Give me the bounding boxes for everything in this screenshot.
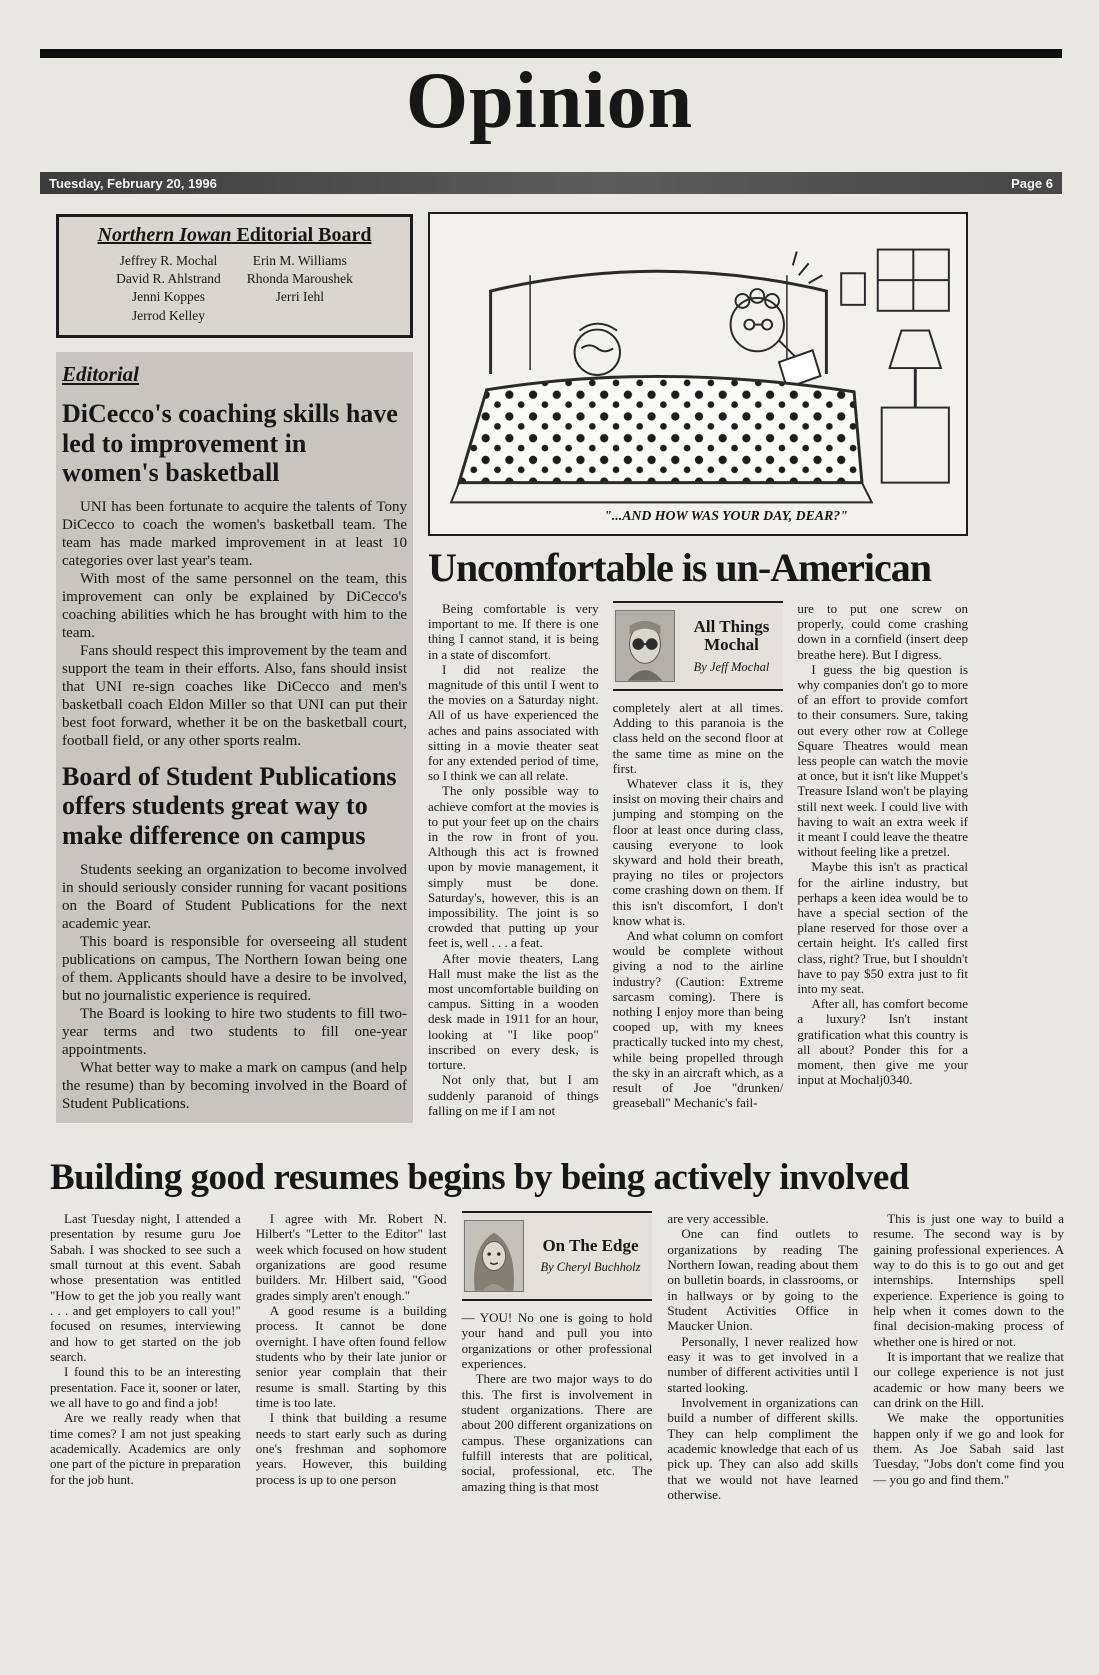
board-member: David R. Ahlstrand bbox=[116, 271, 221, 287]
column-byline: By Jeff Mochal bbox=[693, 659, 770, 674]
article-paragraph: After movie theaters, Lang Hall must make the list as the most uncomfortable building on campus. Sitting in a wooden desk made in 1911 for an hour, looking at "I like poop" inscribed on every desk, is torture. bbox=[428, 950, 599, 1073]
article-paragraph: It is important that we realize that our college experience is not just academic or how many beers we can drink on the Hill. bbox=[873, 1348, 1064, 1410]
editorial-paragraph: UNI has been fortunate to acquire the talents of Tony DiCecco to coach the women's basketball team. The team has made marked improvement in at least 10 categories over last year's team. bbox=[62, 498, 407, 569]
resume-article bbox=[50, 1156, 1064, 1502]
article-paragraph: I agree with Mr. Robert N. Hilbert's "Letter to the Editor" last week which focused on how student organizations are good resume builders. Mr. Hilbert said, "Good grades simply aren't enough." bbox=[255, 1211, 447, 1303]
article-paragraph: This is just one way to build a resume. The second way is by gaining professional experiences. A way to do this is to go out and get internships. Internships spell experience. Experience is going to help when it comes down to the final decision-making process of whether one is hired or not. bbox=[873, 1211, 1064, 1349]
editorial-paragraph: Students seeking an organization to become involved in should seriously consider running for vacant positions on the Board of Student Publications for the next academic year. bbox=[62, 861, 407, 932]
cartoon-caption: "...AND HOW WAS YOUR DAY, DEAR?" bbox=[604, 508, 848, 524]
article-paragraph: Are we really ready when that time comes? I am not just speaking academically. Academics are only one part of the picture in preparation for the job hunt. bbox=[50, 1410, 241, 1487]
article-paragraph: completely alert at all times. Adding to this paranoia is the class held on the second floor at the same time as mine on the first. bbox=[612, 700, 784, 776]
resume-col-4 bbox=[667, 1211, 858, 1502]
mochal-headline: Uncomfortable is un-American bbox=[428, 545, 932, 590]
editorial-paragraph: With most of the same personnel on the team, this improvement can only be explained by DiCecco's coaching abilities which he has brought with him to the team. bbox=[62, 570, 407, 641]
editorial-board-names bbox=[63, 252, 406, 325]
resume-col-2 bbox=[256, 1211, 447, 1502]
article-paragraph: Whatever class it is, they insist on moving their chairs and jumping and stomping on the floor at least once during class, causing everyone to look skyward and hold their breath, praying no tiles or projectors come crashing down on them. If this isn't discomfort, I don't know what is. bbox=[612, 776, 784, 928]
board-member: Jeffrey R. Mochal bbox=[119, 253, 218, 268]
buchholz-photo bbox=[464, 1220, 524, 1292]
board-names-right bbox=[247, 252, 353, 325]
mochal-byline-box bbox=[613, 601, 784, 691]
editorial-paragraph: Fans should respect this improvement by the team and support the team in their efforts. Also, fans should insist that UNI re-sign coaches like DiCecco and men's basketball coach Eldon Miller so that UNI can put their best foot forward, whether it be on the basketball court, football field, or any other sports realm. bbox=[62, 642, 407, 749]
editorial-board-title bbox=[63, 224, 406, 247]
editorial-paragraph: This board is responsible for overseeing all student publications on campus, The Northern Iowan being one of them. Applicants should have a desire to be involved, but no journalistic experience is required. bbox=[62, 933, 407, 1004]
editorial-board-box bbox=[56, 214, 413, 338]
board-member: Jenni Koppes bbox=[131, 289, 205, 305]
article-paragraph: Not only that, but I am suddenly paranoid of things falling on me if I am not bbox=[428, 1072, 599, 1118]
mochal-byline-text bbox=[682, 618, 782, 675]
mochal-article bbox=[428, 545, 969, 1118]
article-paragraph: I found this to be an interesting presentation. Face it, sooner or later, we all have to go and find a job! bbox=[50, 1364, 241, 1410]
date-text: Tuesday, February 20, 1996 bbox=[49, 175, 217, 191]
board-member: Jerrod Kelley bbox=[131, 307, 205, 323]
article-paragraph: And what column on comfort would be complete without giving a nod to the airline industry? (Caution: Extreme sarcasm coming). There is nothing I enjoy more than being cooped up, with my knees practically tucked into my chest, while being propelled through the sky in an aircraft which, as a result of Joe "drunken/ greaseball" Mechanic's fail- bbox=[612, 928, 784, 1111]
mochal-col-2 bbox=[613, 601, 784, 1118]
mochal-photo bbox=[615, 610, 675, 682]
date-bar bbox=[40, 172, 1062, 194]
article-paragraph: are very accessible. bbox=[667, 1211, 769, 1226]
editorial-label: Editorial bbox=[62, 361, 140, 386]
resume-col-1 bbox=[50, 1211, 241, 1502]
editorial-paragraph: What better way to make a mark on campus (and help the resume) than by becoming involved in the Board of Student Publications. bbox=[62, 1059, 407, 1112]
editorial-paragraph: The Board is looking to hire two students to fill two-year terms and two students to fill one-year appointments. bbox=[62, 1005, 407, 1058]
article-paragraph: — YOU! No one is going to hold your hand and pull you into organizations or other professional experiences. bbox=[461, 1310, 653, 1371]
mochal-col-1 bbox=[428, 601, 599, 1118]
editorial-column bbox=[56, 214, 413, 1123]
editorial-cartoon bbox=[428, 212, 968, 536]
editorial-headline-2: Board of Student Publications offers students great way to make difference on campus bbox=[62, 761, 397, 850]
resume-headline: Building good resumes begins by being actively involved bbox=[50, 1157, 909, 1198]
article-paragraph: The only possible way to achieve comfort at the movies is to put your feet up on the chairs in the row in front of you. Although this act is frowned upon by movie management, it simply must be done. Saturday's, however, this is an impossibility. The joint is so crowded that putting up your feet is, well . . . a feat. bbox=[428, 783, 599, 951]
editorial-headline-1: DiCecco's coaching skills have led to improvement in women's basketball bbox=[62, 398, 398, 488]
board-title-rest: Editorial Board bbox=[231, 224, 372, 246]
article-paragraph: I guess the big question is why companies don't go to more of an effort to provide comfort to their consumers. Sure, taking out every other row at College Square Theatres would mean less people can watch the movie at once, but it isn't like Muppet's Treasure Island won't be playing still next week. I could live with having to wait an extra week if it meant I could leave the theatre without feeling like a pretzel. bbox=[797, 661, 969, 860]
column-byline: By Cheryl Buchholz bbox=[540, 1260, 641, 1275]
resume-col-5 bbox=[873, 1211, 1064, 1502]
page-number: Page 6 bbox=[1011, 175, 1053, 191]
column-title: On The Edge bbox=[542, 1235, 639, 1255]
board-member: Erin M. Williams bbox=[252, 253, 347, 268]
article-paragraph: After all, has comfort become a luxury? Isn't instant gratification what this country is all about? Ponder this for a moment, then give me your input at Mochalj0340. bbox=[797, 996, 969, 1088]
page-title: Opinion bbox=[405, 57, 694, 145]
buchholz-byline-box bbox=[462, 1211, 653, 1301]
article-paragraph: Involvement in organizations can build a number of different skills. They can help compliment the academic knowledge that each of us pick up. They can also add skills that we would not have learned otherwise. bbox=[667, 1394, 859, 1502]
article-paragraph: I think that building a resume needs to start early such as during one's freshman and sophomore years. However, this building process is up to one person bbox=[255, 1410, 447, 1487]
article-paragraph: Personally, I never realized how easy it was to get involved in a number of different activities until I started looking. bbox=[667, 1333, 859, 1395]
column-title: All Things Mochal bbox=[693, 616, 770, 655]
article-paragraph: One can find outlets to organizations by reading The Northern Iowan, reading about them on bulletin boards, in classrooms, or in hallways or by going to the Student Activities Office in Maucker Union. bbox=[667, 1226, 859, 1334]
article-paragraph: Last Tuesday night, I attended a presentation by resume guru Joe Sabah. I was shocked to see such a small turnout at this event. Sabah whose presentation was entitled "How to get the job you really want . . . and get employers to call you!" focused on resumes, interviewing and how to get started on the job search. bbox=[50, 1211, 241, 1364]
board-member: Jerri Iehl bbox=[275, 289, 324, 305]
buchholz-byline-text bbox=[531, 1237, 651, 1275]
cartoon-drawing bbox=[430, 214, 966, 534]
article-paragraph: A good resume is a building process. It cannot be done overnight. I have often found fellow students who by their late junior or senior year complain that their resume is small. Starting by this time is too late. bbox=[255, 1302, 447, 1410]
board-member: Rhonda Maroushek bbox=[246, 271, 353, 287]
article-paragraph: Maybe this isn't as practical for the airline industry, but perhaps a keen idea would be to have a special section of the plane reserved for those over a certain height. It's called first class, right? True, but I shouldn't have to pay $50 extra just to fit into my seat. bbox=[797, 859, 969, 997]
mochal-col-3 bbox=[797, 601, 968, 1118]
board-names-left bbox=[116, 252, 221, 325]
resume-col-3 bbox=[462, 1211, 653, 1502]
article-paragraph: Being comfortable is very important to me. If there is one thing I cannot stand, it is being in a state of discomfort. bbox=[428, 601, 599, 662]
article-paragraph: ure to put one screw on properly, could come crashing down in a cornfield (insert deep breathe here). But I digress. bbox=[797, 601, 969, 662]
article-paragraph: We make the opportunities happen only if we go and look for them. As Joe Sabah said last Tuesday, "Jobs don't come find you — you go and find them." bbox=[873, 1410, 1064, 1487]
editorial-section bbox=[56, 352, 413, 1123]
article-paragraph: There are two major ways to do this. The first is involvement in student organizations. There are about 200 different organizations on campus. These organizations can fulfill interests that are political, social, professional, etc. The amazing thing is that most bbox=[461, 1371, 653, 1494]
paper-name: Northern Iowan bbox=[97, 224, 232, 246]
article-paragraph: I did not realize the magnitude of this until I went to the movies on a Saturday night. All of us have experienced the aches and pains associated with sitting in a movie theater seat for any extended period of time, so I think we can all relate. bbox=[428, 661, 599, 784]
